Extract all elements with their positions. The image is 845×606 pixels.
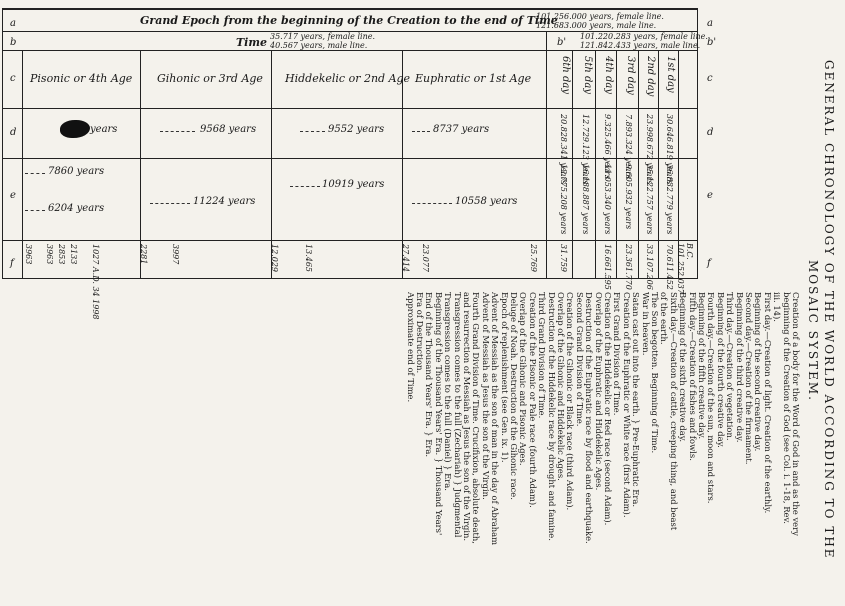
legend-line: Advent of Messiah as the son of man in the day of Abraham	[490, 292, 501, 546]
dash-e4	[150, 203, 190, 204]
row-letter-e-right: e	[707, 190, 713, 201]
day-4: 4th day	[603, 56, 614, 95]
legend-line: Deluge of Noah. Destruction of the Gihonic race.	[509, 292, 519, 500]
total-day3: 23.361.770	[624, 244, 633, 290]
grand-female-line: 101.256.000 years, female line.	[536, 12, 664, 21]
age-gihonic: Gihonic or 3rd Age	[157, 72, 263, 85]
rule-day-3	[616, 50, 617, 278]
row-letter-a-left: a	[10, 18, 16, 29]
row-letter-c-right: c	[707, 73, 713, 84]
euphratic-years-e: 10558 years	[455, 196, 518, 207]
legend-line: Destruction of the Hiddekelic race by drought and famine.	[546, 292, 557, 541]
legend-line: Beginning of the second creative day.	[753, 292, 764, 452]
time-female-line: 35.717 years, female line.	[270, 32, 376, 41]
total-day1: 70.611.452	[665, 244, 674, 290]
age-euphratic: Euphratic or 1st Age	[415, 72, 532, 85]
legend-line: Approximate end of Time.	[405, 292, 416, 403]
legend-line: Beginning of the Thousand Years' Era. } Thousand Years'	[433, 292, 444, 536]
legend-line: Sixth day.—Creation of cattle, creeping thing, and beast	[668, 292, 679, 531]
day-3: 3rd day	[625, 56, 636, 95]
dash-e1	[25, 173, 45, 174]
side-title-sub: MOSAIC SYSTEM.	[806, 260, 820, 402]
bottom-misc-6: 23.077	[421, 244, 430, 272]
rule-day-1	[658, 50, 659, 278]
bottom-date-1: 3963	[24, 244, 33, 265]
day6-years-e: 12.775.208 years	[559, 164, 568, 235]
day-2: 2nd day	[645, 56, 656, 97]
dash-e5	[412, 203, 452, 204]
bottom-misc-3: 12.029	[270, 244, 279, 272]
gihonic-years-d: 9568 years	[200, 124, 257, 135]
row-letter-d-left: d	[10, 127, 17, 138]
rule-day-5	[572, 50, 573, 278]
legend-line: Creation of a body for the Word of God in and as the very	[791, 292, 801, 536]
bottom-date-2: 1027 A.D. 34 1998	[91, 244, 100, 320]
day3-years-e: 9.605.932 years	[624, 164, 633, 230]
day4-years-d: 9.325.466 years	[603, 114, 612, 180]
dash-e2	[290, 186, 320, 187]
legend-line: Era of Destruction.	[415, 292, 425, 374]
legend-line: Creation of the Pisonic or Pale race (fourth Adam).	[527, 292, 538, 508]
dash-d2	[300, 131, 325, 132]
rule-days	[546, 32, 547, 278]
legend-line: First day.—Creation of light. Creation of the earthly.	[762, 292, 773, 514]
legend-line: Beginning of the fifth creative day.	[697, 292, 707, 439]
grand-epoch-title: Grand Epoch from the beginning of the Creation to the end of Time	[140, 14, 558, 27]
bottom-misc-2: 3997	[171, 244, 180, 265]
day-1: 1st day	[665, 56, 676, 93]
rule-c	[2, 108, 698, 109]
day6-years-d: 20.828.341 years	[559, 114, 568, 185]
legend-line: Creation of the Gihonic or Black race (third Adam).	[565, 292, 576, 511]
ink-blot	[60, 120, 90, 138]
legend-line: Fourth Grand Division of Time. Crucifixion, absolute death,	[471, 292, 482, 544]
rule-letter-col	[22, 50, 23, 278]
legend-line: beginning of the Creation of God (see Col. i. 1-18, Rev.	[781, 292, 792, 524]
legend-line: Overlap of the Gihonic and Hiddekelic Ages.	[556, 292, 566, 481]
legend-line: Beginning of the third creative day.	[734, 292, 745, 443]
rule-day-4	[595, 50, 596, 278]
bottom-date-4: 2853	[57, 244, 66, 265]
legend-line: iii. 14).	[772, 292, 783, 322]
bottom-misc-1: 2281	[139, 244, 148, 265]
rule-b	[2, 50, 698, 51]
day2-years-d: 23.998.672 years	[645, 114, 654, 185]
legend-line: Overlap of the Gihonic and Pisonic Ages.	[518, 292, 529, 466]
rule-top	[2, 8, 698, 10]
right-female-line: 101.220.283 years, female line.	[580, 32, 708, 41]
legend-line: Beginning of the fourth creative day.	[715, 292, 726, 448]
row-letter-d-right: d	[707, 127, 714, 138]
row-letter-b-right: b'	[707, 37, 717, 48]
total-grand: 101.252.037	[676, 243, 685, 294]
row-letter-c-left: c	[10, 73, 16, 84]
pisonic-years-e2: 6204 years	[48, 203, 105, 214]
bottom-misc-7: 25.769	[529, 244, 538, 272]
legend-line: Satan cast out into the earth. } Pre-Euphratic Era.	[631, 292, 642, 508]
legend-line: Epoch of replenishment (see Gen. ix. 1).	[499, 292, 510, 463]
pisonic-years-e: 7860 years	[48, 166, 105, 177]
time-label: Time	[236, 36, 268, 49]
time-male-line: 40.567 years, male line.	[270, 41, 368, 50]
row-letter-b-left: b	[10, 37, 17, 48]
bottom-misc-4: 13.465	[304, 244, 313, 272]
legend-line: Transgression comes to the full (Daniel) } Era.	[443, 292, 454, 491]
rule-f	[2, 278, 698, 279]
day5-years-d: 12.729.123 years	[581, 114, 590, 185]
legend-line: War in heaven.	[640, 292, 651, 356]
hiddekelic-years-d: 9552 years	[328, 124, 385, 135]
bottom-date-5: 3963	[45, 244, 54, 265]
row-letter-a-right: a	[707, 18, 713, 29]
day1-years-e: 36.832.779 years	[665, 164, 674, 235]
legend-line: Overlap of the Euphratic and Hiddekelic Ages.	[593, 292, 604, 491]
legend-line: Third Grand Division of Time.	[537, 292, 548, 419]
legend-line: Beginning of the sixth creative day.	[678, 292, 689, 443]
legend-line: Fourth day.—Creation of the sun, moon and stars.	[706, 292, 717, 504]
total-day6: 31.759	[559, 244, 568, 272]
hiddekelic-years-e: 10919 years	[322, 179, 385, 190]
gihonic-years-e: 11224 years	[193, 196, 256, 207]
legend-line: Creation of the Euphratic or White race (first Adam).	[621, 292, 632, 518]
side-title-main: GENERAL CHRONOLOGY OF THE WORLD ACCORDING TO THE	[822, 60, 836, 560]
row-letter-b-mid: b'	[557, 37, 567, 48]
grand-male-line: 121.683.000 years, male line.	[536, 21, 657, 30]
right-male-line: 121.842.433 years, male line.	[580, 41, 701, 50]
row-letter-f-right: f	[707, 258, 711, 269]
age-hiddekelic: Hiddekelic or 2nd Age	[285, 72, 411, 85]
bottom-date-3: 2133	[69, 244, 78, 265]
legend-line: Transgression comes to the full (Zechariah) } Judgmental	[452, 292, 463, 538]
legend-line: Third day.—Creation of vegetation.	[725, 292, 736, 441]
day5-years-e: 16.188.887 years	[581, 164, 590, 235]
legend-line: Second day.—Creation of the firmament.	[744, 292, 754, 465]
dash-d3	[412, 131, 430, 132]
euphratic-years-d: 8737 years	[433, 124, 490, 135]
total-bc: B.C.	[685, 243, 694, 260]
pisonic-years-d: years	[90, 124, 118, 135]
legend-line: Creation of the Hiddekelic or Red race (second Adam).	[603, 292, 613, 526]
rule-left	[2, 8, 3, 278]
rule-d	[2, 158, 698, 159]
dash-e3	[25, 210, 45, 211]
legend-line: Destruction of the Euphratic race by flood and earthquake.	[584, 292, 595, 544]
total-day4: 16.661.595	[603, 244, 612, 290]
legend-line: and resurrection of Messiah as Jesus the son of the Virgin.	[462, 292, 472, 542]
legend-line: of the earth.	[659, 292, 670, 345]
legend-line: Fifth day.—Creation of fishes and fowls.	[687, 292, 698, 461]
legend-line: End of the Thousand Years' Era. } Era.	[424, 292, 435, 458]
legend-line: First Grand Division of Time.	[612, 292, 623, 416]
day1-years-d: 30.646.819 years	[665, 114, 674, 185]
legend-line: The Son begotten. Beginning of Time.	[650, 292, 660, 454]
day4-years-e: 11.053.340 years	[603, 164, 612, 235]
row-letter-f-left: f	[10, 258, 14, 269]
day-5: 5th day	[582, 56, 593, 95]
day2-years-e: 35.122.757 years	[645, 164, 654, 235]
legend-line: Advent of Messiah as Jesus the son of the Virgin.	[480, 292, 491, 500]
dash-d1	[160, 131, 195, 132]
legend-line: Second Grand Division of Time.	[574, 292, 585, 427]
bottom-misc-5: 27.414	[401, 244, 410, 272]
row-letter-e-left: e	[10, 190, 16, 201]
day-6: 6th day	[560, 56, 571, 95]
rule-day-2	[638, 50, 639, 278]
age-pisonic: Pisonic or 4th Age	[30, 72, 133, 85]
rule-e	[2, 240, 698, 241]
day3-years-d: 7.893.324 years	[624, 114, 633, 180]
total-day2: 33.107.206	[645, 244, 654, 290]
